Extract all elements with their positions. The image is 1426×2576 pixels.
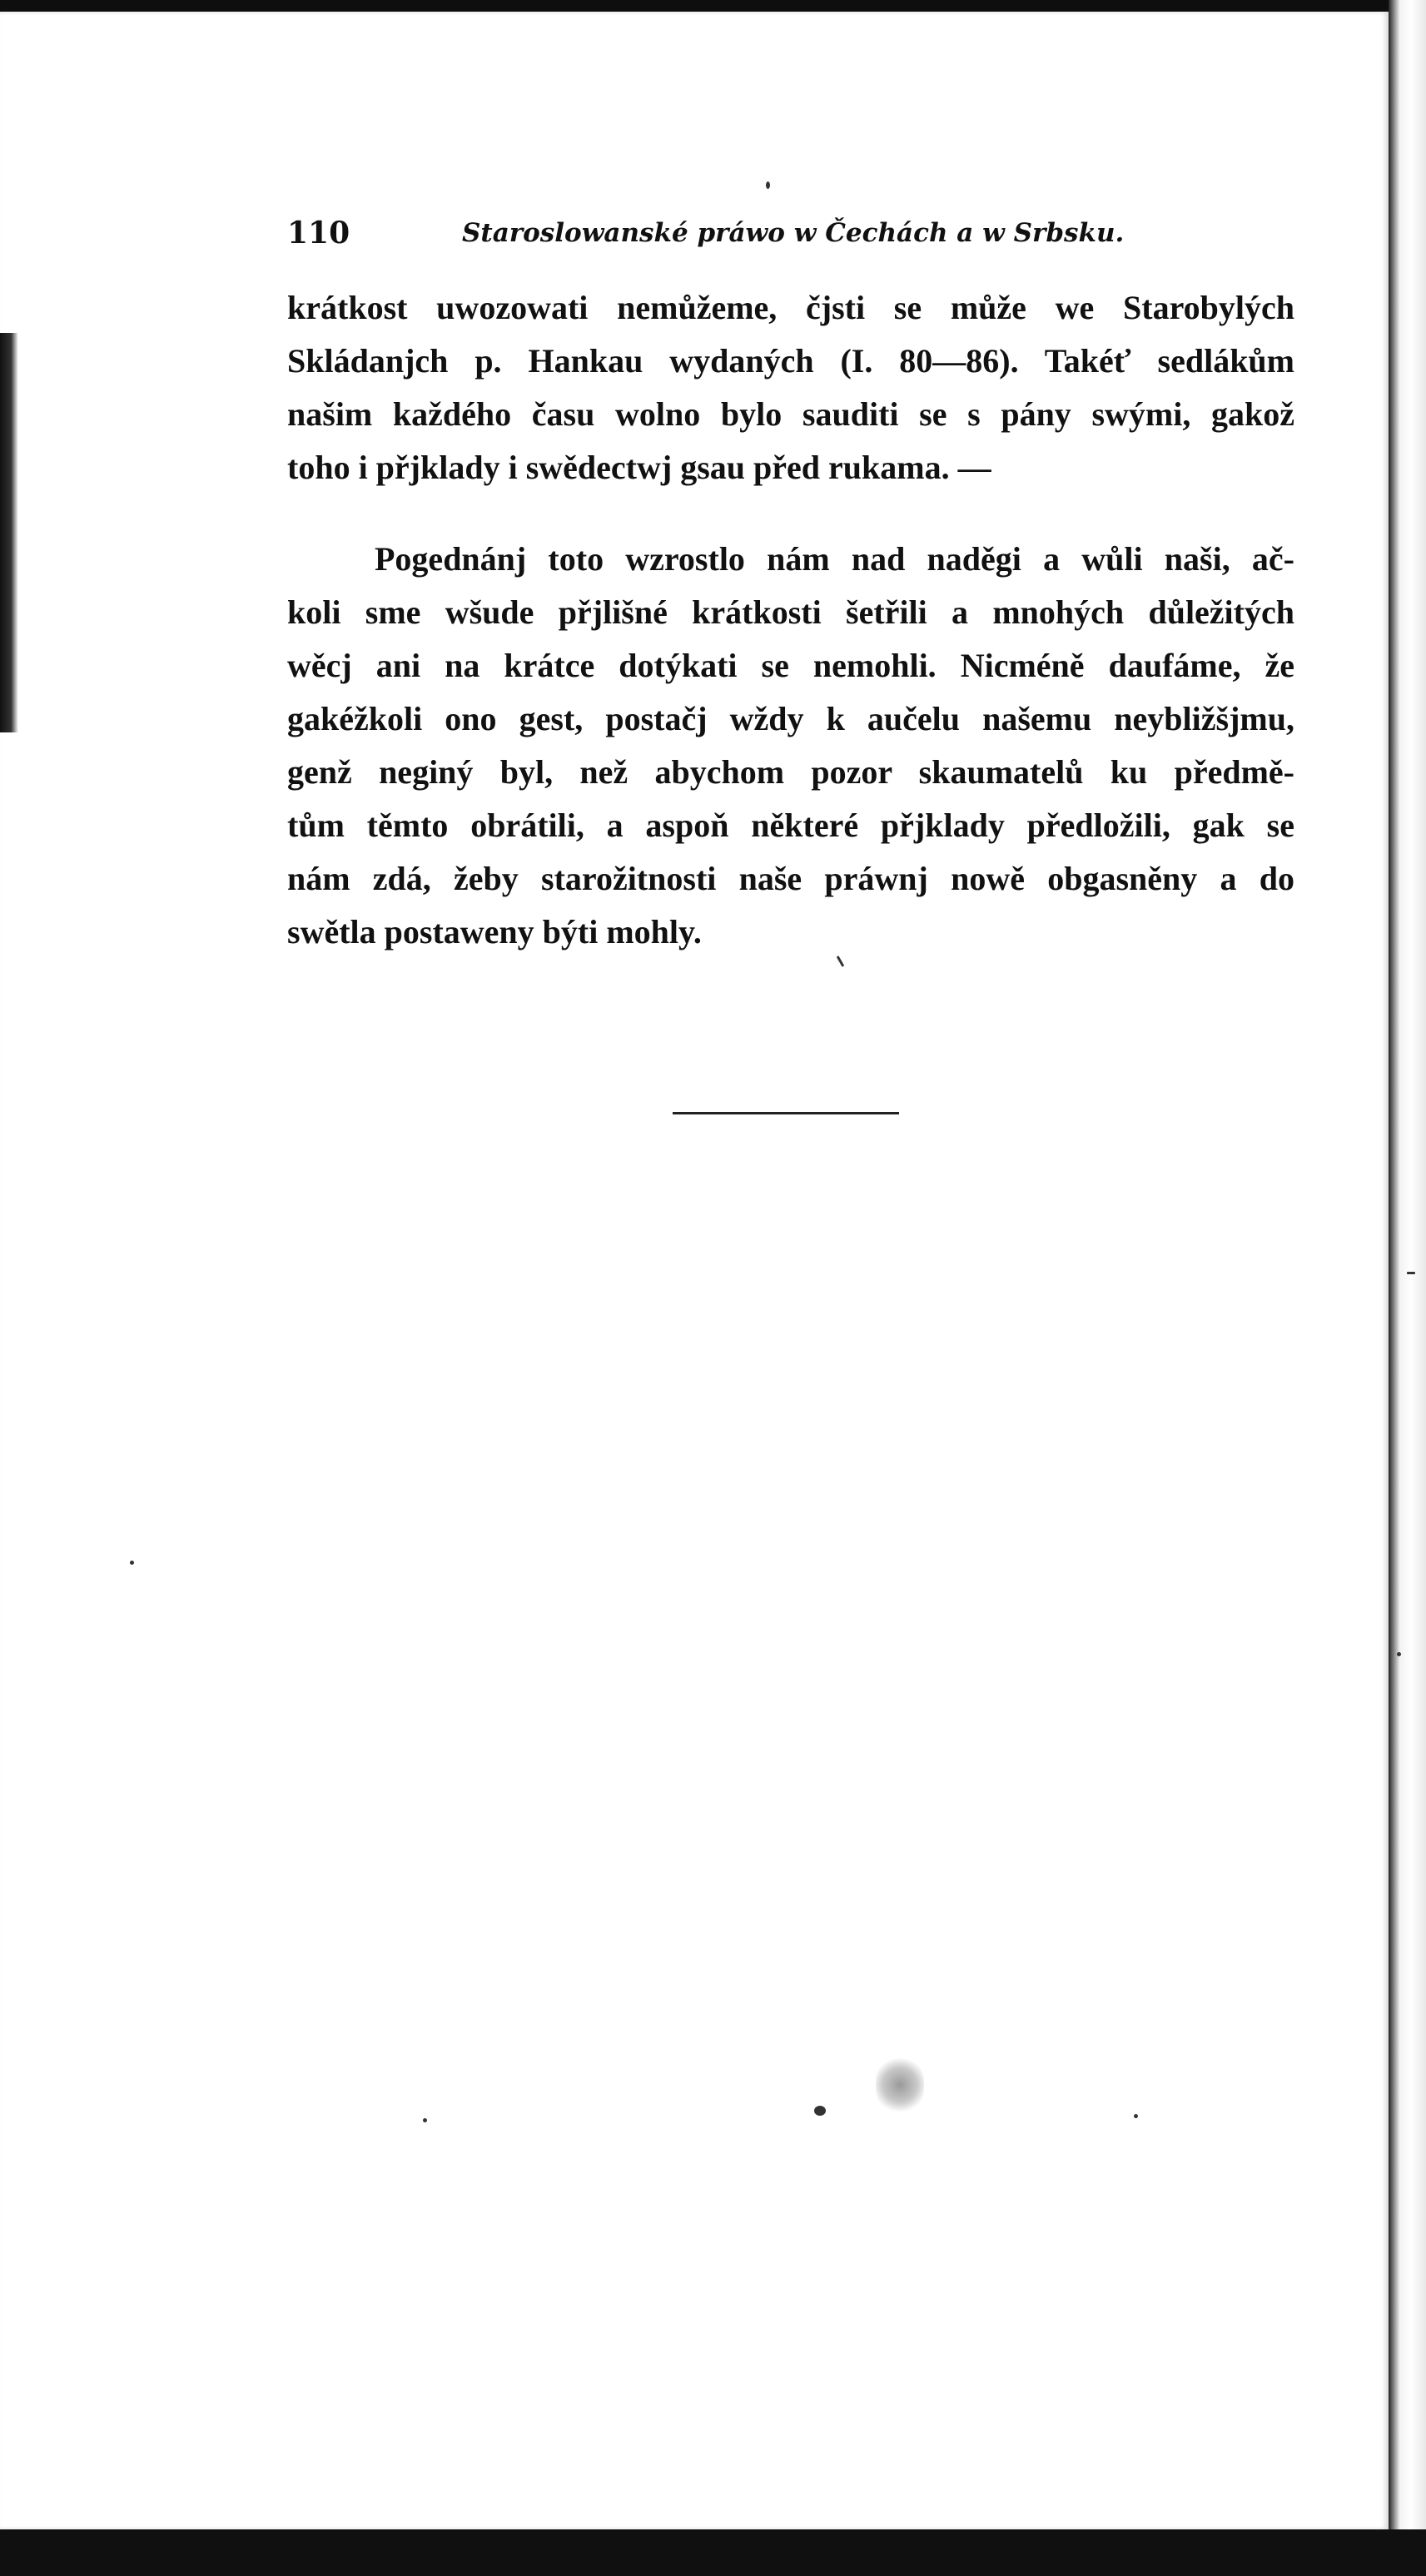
text-line: genž neginý byl, než abychom pozor skaumatelů ku předmě- xyxy=(287,753,1294,791)
ink-speck xyxy=(1397,1652,1401,1656)
paragraph-1 xyxy=(287,281,1294,494)
page-right-edge xyxy=(1389,0,1426,2576)
section-end-rule xyxy=(673,1112,899,1114)
page-number: 110 xyxy=(287,216,350,251)
ink-speck xyxy=(130,1561,134,1565)
scan-bottom-border xyxy=(0,2529,1426,2576)
text-line: tům těmto obrátili, a aspoň některé přjklady předložili, gak se xyxy=(287,807,1294,844)
text-line: toho i přjklady i swědectwj gsau před rukama. — xyxy=(287,449,991,486)
running-title: Staroslowanské práwo w Čechách a w Srbsku. xyxy=(462,218,1125,248)
text-line: gakéžkoli ono gest, postačj wždy k aučelu našemu neybližšjmu, xyxy=(287,700,1294,737)
text-line: krátkost uwozowati nemůžeme, čjsti se může we Starobylých xyxy=(287,289,1294,326)
text-line: našim každého času wolno bylo sauditi se s pány swými, gakož xyxy=(287,395,1294,433)
ink-speck xyxy=(766,181,770,189)
library-stamp-mark xyxy=(876,2056,924,2114)
text-line: koli sme wšude přjlišné krátkosti šetřili a mnohých důležitých xyxy=(287,593,1294,631)
ink-speck xyxy=(423,2118,427,2122)
text-line: nám zdá, žeby starožitnosti naše práwnj nowě obgasněny a do xyxy=(287,860,1294,897)
ink-speck xyxy=(1407,1272,1415,1274)
paragraph-gap xyxy=(287,494,1294,533)
body-text xyxy=(287,281,1294,959)
paragraph-2 xyxy=(287,533,1294,959)
ink-speck xyxy=(814,2106,826,2116)
text-line: swětla postaweny býti mohly. xyxy=(287,913,702,950)
text-line: wěcj ani na krátce dotýkati se nemohli. Nicméně daufáme, že xyxy=(287,647,1294,684)
text-line: Skládanjch p. Hankau wydaných (I. 80—86). Takéť sedlákům xyxy=(287,342,1294,380)
scan-left-shadow xyxy=(0,333,18,732)
running-header xyxy=(287,212,1290,254)
ink-speck xyxy=(1134,2114,1138,2118)
text-line: Pogednánj toto wzrostlo nám nad naděgi a wůli naši, ač- xyxy=(375,540,1294,578)
